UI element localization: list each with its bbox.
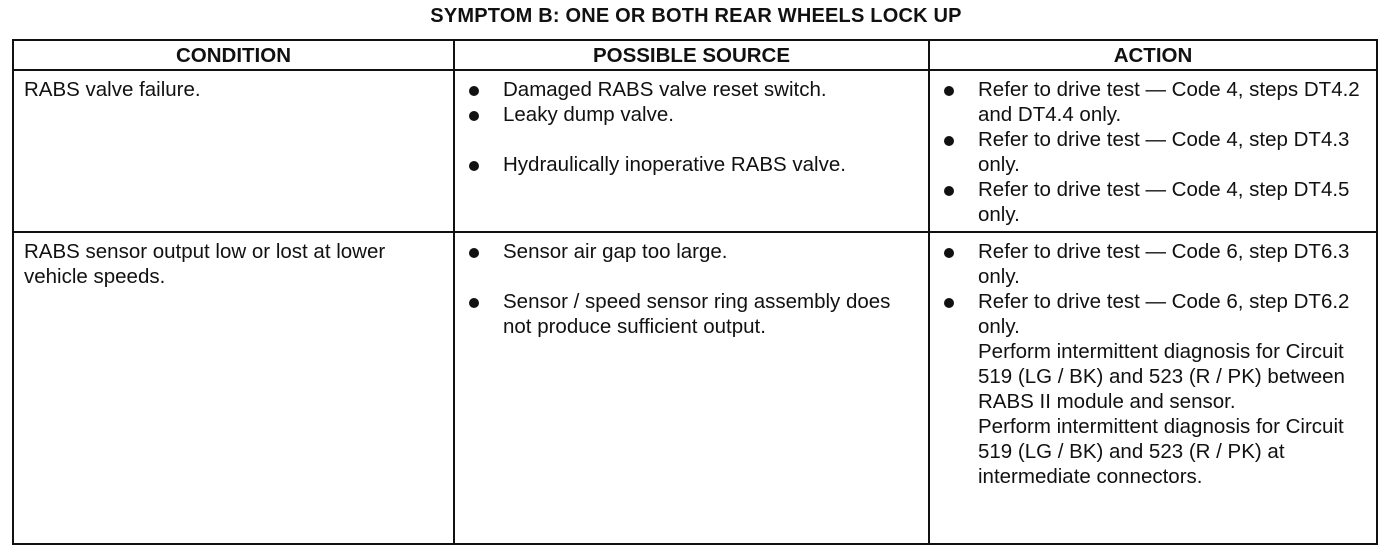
source-cell [454, 232, 929, 544]
action-text: Refer to drive test — Code 6, step DT6.2 only. [978, 290, 1350, 338]
source-text: Sensor / speed sensor ring assembly does not produce sufficient output. [503, 290, 891, 338]
bullet-icon [944, 86, 954, 96]
bullet-icon [944, 136, 954, 146]
action-text: Refer to drive test — Code 4, step DT4.5 only. [978, 178, 1350, 226]
list-item [465, 102, 918, 127]
bullet-icon [944, 186, 954, 196]
bullet-icon [469, 86, 479, 96]
table-row [13, 70, 1377, 232]
bullet-icon [944, 248, 954, 258]
action-note: Perform intermittent diagnosis for Circuit 519 (LG / BK) and 523 (R / PK) at intermediate connectors. [978, 415, 1344, 488]
action-cell [929, 70, 1377, 232]
bullet-icon [469, 111, 479, 121]
list-item [465, 289, 918, 339]
condition-header: CONDITION [13, 40, 454, 70]
bullet-icon [469, 161, 479, 171]
list-item [940, 177, 1366, 227]
source-text: Hydraulically inoperative RABS valve. [503, 153, 846, 176]
source-text: Sensor air gap too large. [503, 240, 728, 263]
action-text: Refer to drive test — Code 4, steps DT4.2 and DT4.4 only. [978, 78, 1360, 126]
table-row [13, 232, 1377, 544]
action-header: ACTION [929, 40, 1377, 70]
symptom-table [12, 39, 1378, 545]
list-item [465, 77, 918, 102]
action-cell [929, 232, 1377, 544]
action-text: Refer to drive test — Code 6, step DT6.3 only. [978, 240, 1350, 288]
action-note: Perform intermittent diagnosis for Circuit 519 (LG / BK) and 523 (R / PK) between RABS II module and sensor. [978, 340, 1345, 413]
list-item [465, 239, 918, 264]
source-header: POSSIBLE SOURCE [454, 40, 929, 70]
condition-cell: RABS valve failure. [13, 70, 454, 232]
page-title: SYMPTOM B: ONE OR BOTH REAR WHEELS LOCK UP [430, 5, 962, 27]
source-cell [454, 70, 929, 232]
condition-cell: RABS sensor output low or lost at lower vehicle speeds. [13, 232, 454, 544]
list-item [940, 127, 1366, 177]
action-text: Refer to drive test — Code 4, step DT4.3 only. [978, 128, 1350, 176]
bullet-icon [469, 298, 479, 308]
list-item [940, 239, 1366, 289]
list-item [940, 77, 1366, 127]
list-item [465, 152, 918, 177]
list-item [940, 289, 1366, 339]
bullet-icon [469, 248, 479, 258]
header-row [13, 40, 1377, 70]
source-text: Damaged RABS valve reset switch. [503, 78, 827, 101]
bullet-icon [944, 298, 954, 308]
source-text: Leaky dump valve. [503, 103, 674, 126]
